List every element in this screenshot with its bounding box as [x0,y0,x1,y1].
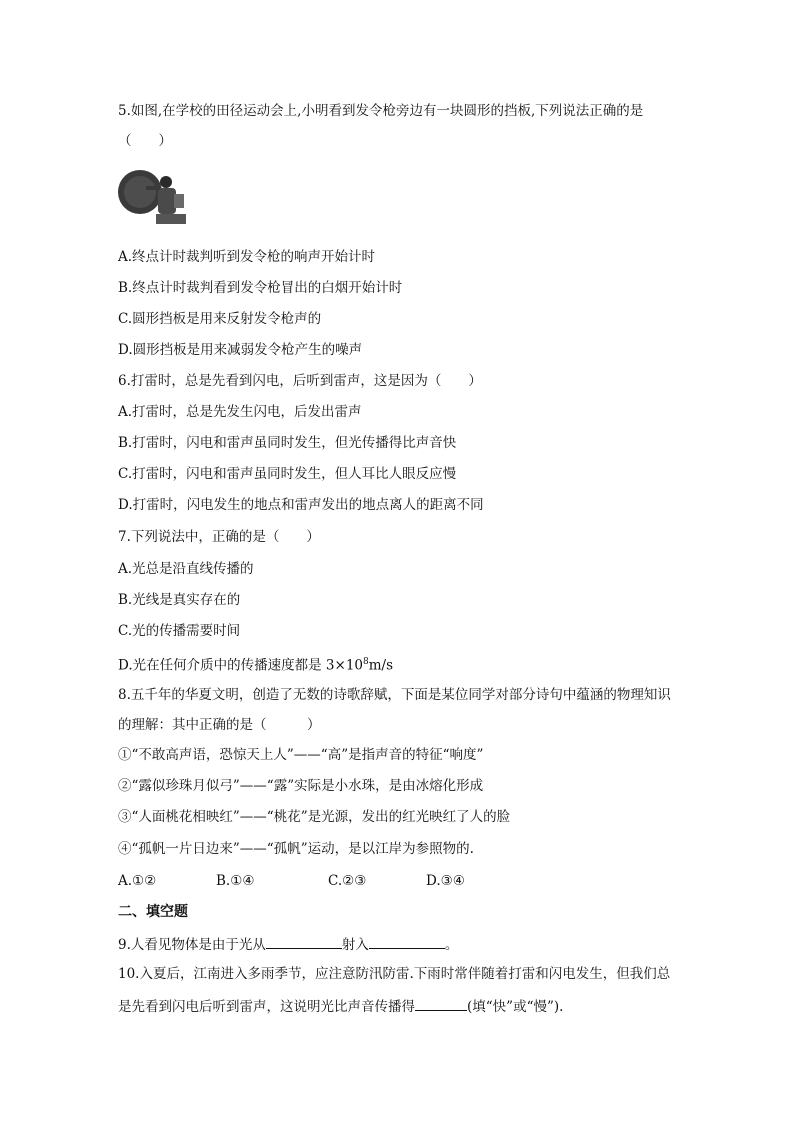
q6-stem: 6.打雷时，总是先看到闪电，后听到雷声，这是因为（ ） [118,373,482,389]
q5-option-b: B.终点计时裁判看到发令枪冒出的白烟开始计时 [118,280,403,296]
q7-option-d-unit: m/s [368,657,394,674]
q10-blank [415,996,467,1011]
q8-choice-a: A.①② [118,873,157,889]
q9-line [118,934,458,954]
q5-option-a: A.终点计时裁判听到发令枪的响声开始计时 [118,249,376,265]
q7-option-d [118,653,393,675]
q8-choice-d: D.③④ [426,873,465,889]
q9-blank-2 [369,934,445,949]
q7-option-c: C.光的传播需要时间 [118,623,241,639]
q8-choice-b: B.①④ [216,873,255,889]
q7-stem: 7.下列说法中，正确的是（ ） [118,529,320,545]
q8-item-3: ③“人面桃花相映红”——“桃花”是光源，发出的红光映红了人的脸 [118,809,511,825]
q7-option-b: B.光线是真实存在的 [118,592,241,608]
q10-line2 [118,996,563,1016]
q7-option-d-exponent: 8 [363,657,369,667]
section-title-fill-in: 二、填空题 [118,904,188,920]
q5-stem-line2: （ ） [118,133,172,149]
q5-option-c: C.圆形挡板是用来反射发令枪声的 [118,311,322,327]
q6-option-d: D.打雷时，闪电发生的地点和雷声发出的地点离人的距离不同 [118,497,484,513]
q8-item-1: ①“不敢高声语，恐惊天上人”——“高”是指声音的特征“响度” [118,747,484,763]
q9-blank-1 [266,934,342,949]
q10-line1: 10.入夏后，江南进入多雨季节，应注意防汛防雷.下雨时常伴随着打雷和闪电发生，但我们总 [118,966,671,982]
q10-text-2: (填“快”或“慢”). [467,999,564,1015]
q6-option-b: B.打雷时，闪电和雷声虽同时发生，但光传播得比声音快 [118,435,457,451]
q8-choices [118,872,465,890]
q5-option-d: D.圆形挡板是用来减弱发令枪产生的噪声 [118,342,363,358]
q8-item-4: ④“孤帆一片日边来”——“孤帆”运动，是以江岸为参照物的. [118,841,474,857]
q9-text-2: 射入 [341,937,369,953]
q8-stem-line1: 8.五千年的华夏文明，创造了无数的诗歌辞赋，下面是某位同学对部分诗句中蕴涵的物理知识 [118,687,671,703]
starter-pistol-photo [118,168,198,224]
q6-option-a: A.打雷时，总是先发生闪电，后发出雷声 [118,404,362,420]
q8-item-2: ②“露似珍珠月似弓”——“露”实际是小水珠，是由冰熔化形成 [118,778,484,794]
q10-text-1: 是先看到闪电后听到雷声，这说明光比声音传播得 [118,999,415,1015]
q9-text-3: 。 [444,937,459,953]
q7-option-d-text: D.光在任何介质中的传播速度都是 3×10 [118,657,364,674]
q8-choice-c: C.②③ [328,873,367,889]
q5-stem-line1: 5.如图,在学校的田径运动会上,小明看到发令枪旁边有一块圆形的挡板,下列说法正确的是 [118,103,644,119]
q6-option-c: C.打雷时，闪电和雷声虽同时发生，但人耳比人眼反应慢 [118,466,457,482]
q7-option-a: A.光总是沿直线传播的 [118,561,254,577]
q9-text-1: 9.人看见物体是由于光从 [118,937,266,953]
q8-stem-line2: 的理解：其中正确的是（ ） [118,717,321,733]
